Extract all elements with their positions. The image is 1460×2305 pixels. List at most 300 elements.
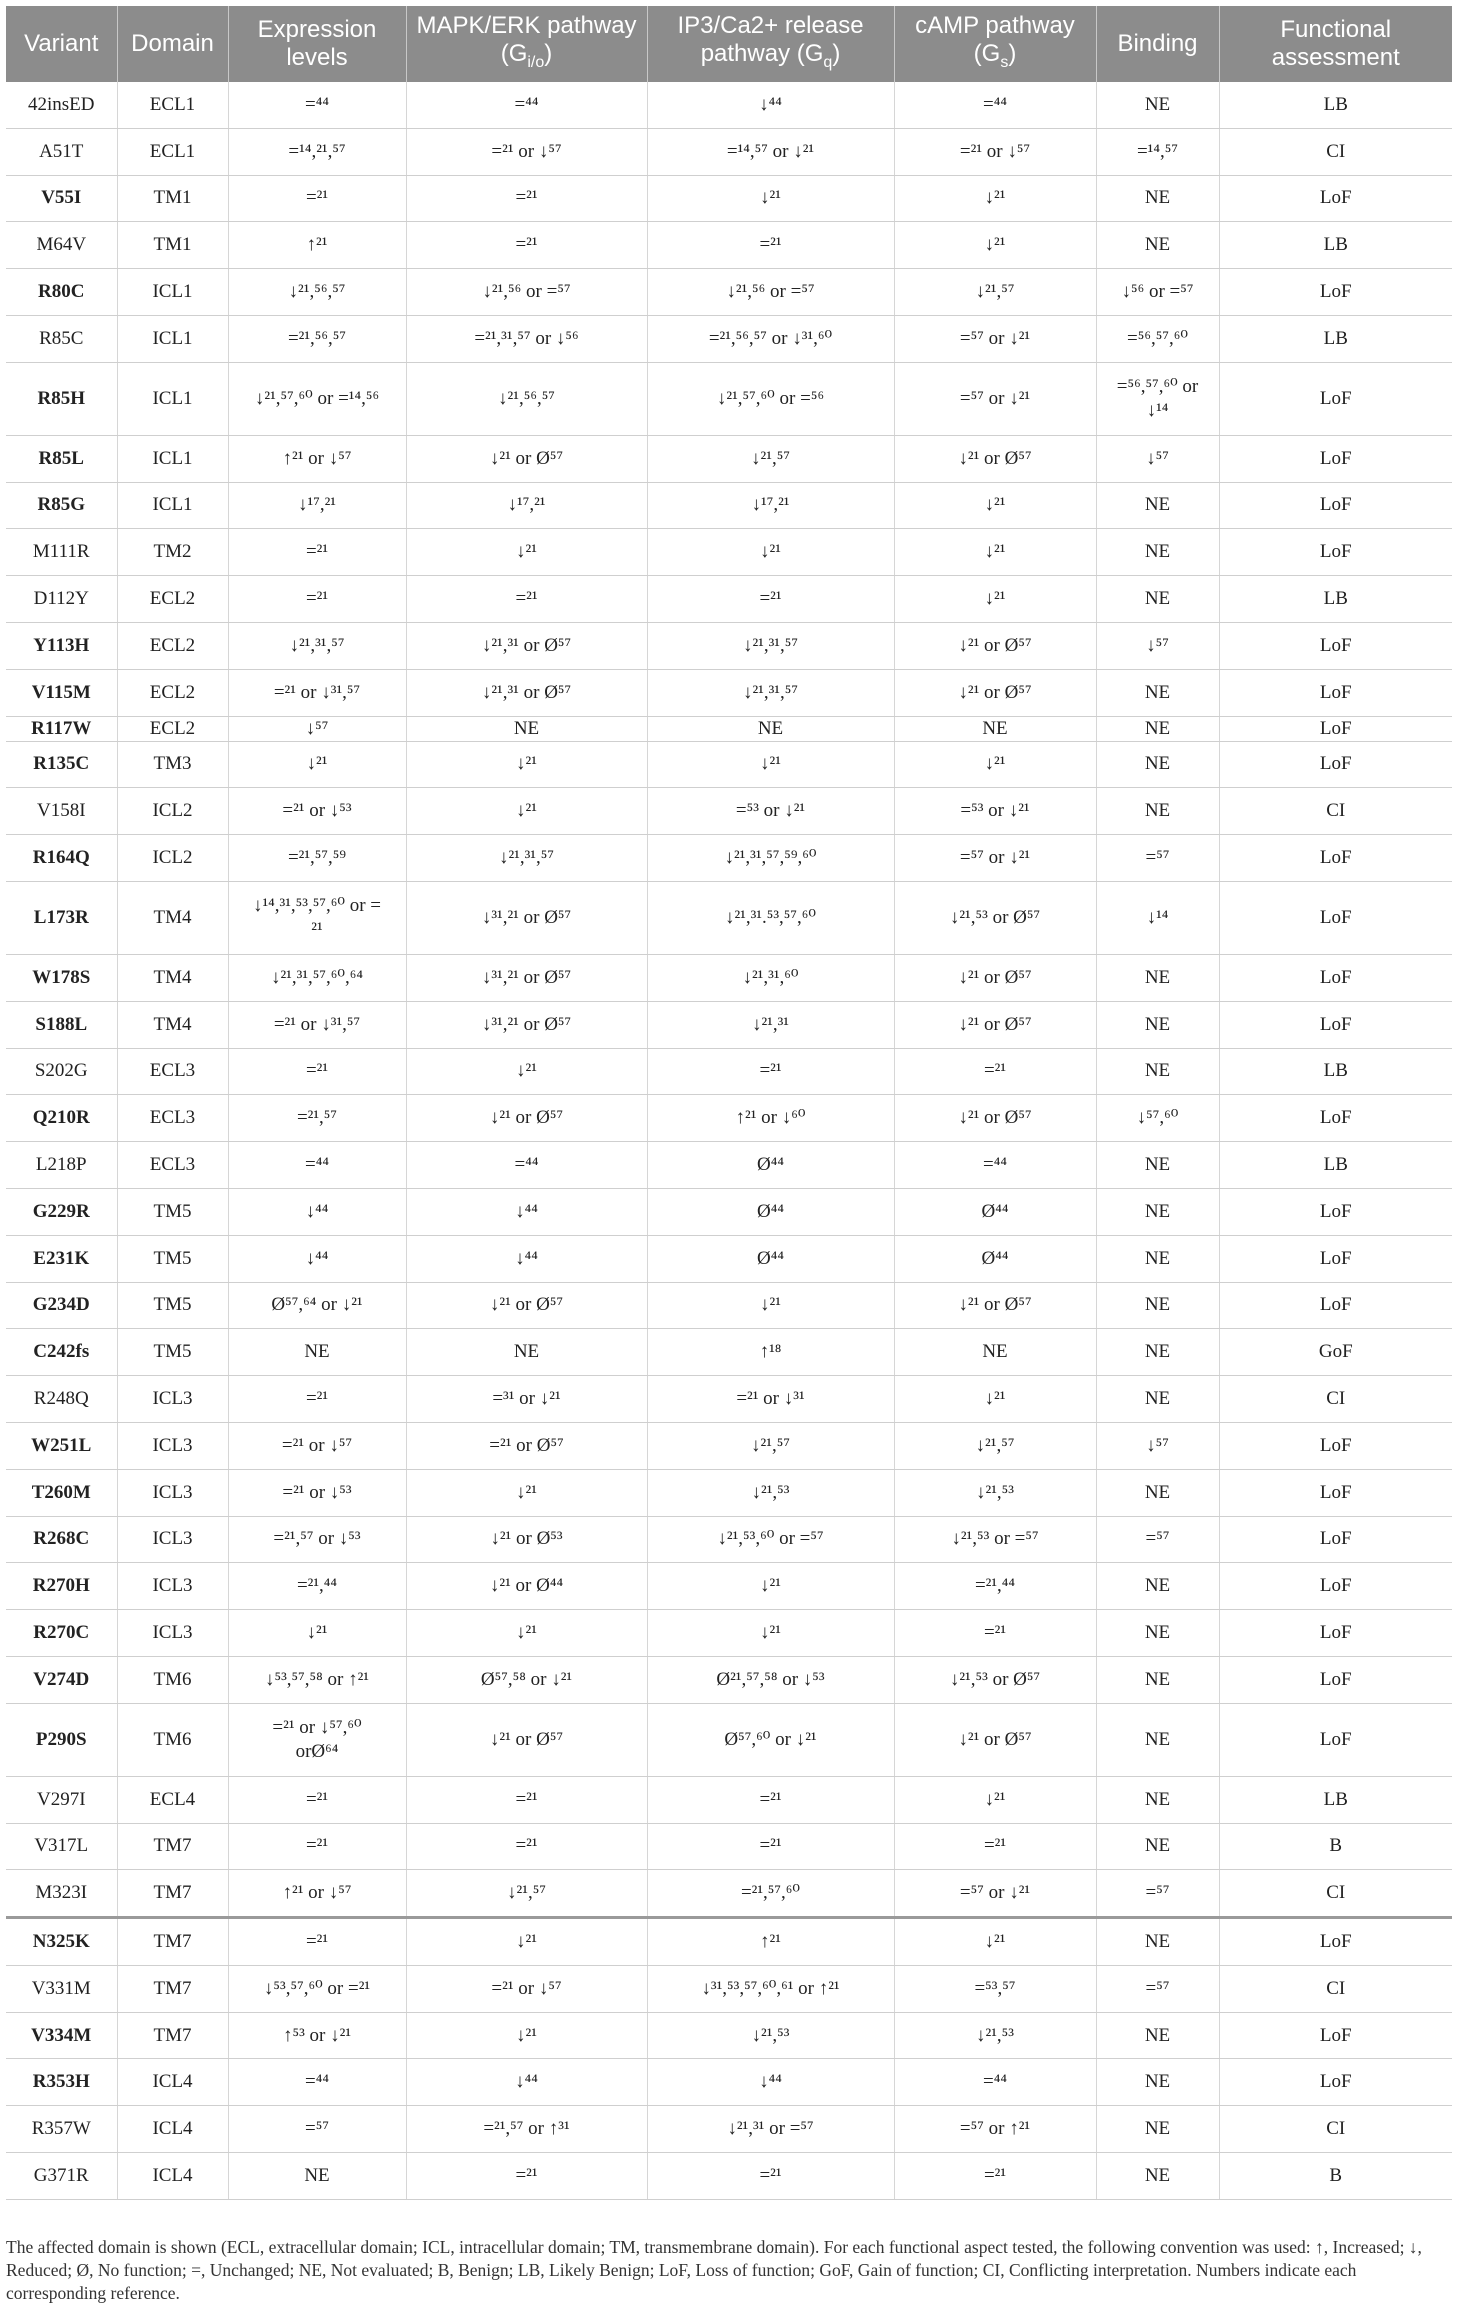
header-expression: Expression levels: [228, 6, 406, 82]
variant-cell: L218P: [6, 1142, 117, 1189]
expression-cell: ↓⁵⁷: [228, 716, 406, 741]
expression-cell: =²¹: [228, 529, 406, 576]
expression-cell: =²¹ or ↓⁵³: [228, 788, 406, 835]
variant-cell: G371R: [6, 2153, 117, 2200]
table-row: [6, 1610, 1452, 1657]
expression-cell: =²¹,⁵⁷ or ↓⁵³: [228, 1516, 406, 1563]
domain-cell: ICL4: [117, 2059, 228, 2106]
ip3-cell: ↓²¹,⁵⁷: [647, 1422, 894, 1469]
table-row: [6, 576, 1452, 623]
camp-cell: NE: [894, 716, 1096, 741]
mapk-cell: ↓²¹: [406, 1610, 647, 1657]
table-row: [6, 128, 1452, 175]
table-row: [6, 175, 1452, 222]
table-row: [6, 1282, 1452, 1329]
mapk-cell: ↓²¹: [406, 529, 647, 576]
mapk-cell: =³¹ or ↓²¹: [406, 1376, 647, 1423]
assessment-cell: LoF: [1219, 2012, 1452, 2059]
binding-cell: =⁵⁶,⁵⁷,⁶⁰: [1096, 315, 1219, 362]
variant-cell: Y113H: [6, 622, 117, 669]
camp-cell: ↓²¹,⁵³ or =⁵⁷: [894, 1516, 1096, 1563]
expression-cell: ↓²¹,³¹,⁵⁷,⁶⁰,⁶⁴: [228, 954, 406, 1001]
table-row: [6, 1563, 1452, 1610]
table-row: [6, 1918, 1452, 1966]
domain-cell: TM2: [117, 529, 228, 576]
table-row: [6, 1001, 1452, 1048]
expression-cell: =²¹: [228, 1823, 406, 1870]
ip3-cell: NE: [647, 716, 894, 741]
binding-cell: NE: [1096, 1001, 1219, 1048]
expression-cell: ↓²¹: [228, 1610, 406, 1657]
expression-cell: =²¹: [228, 1376, 406, 1423]
camp-cell: ↓²¹ or Ø⁵⁷: [894, 954, 1096, 1001]
domain-cell: TM7: [117, 2012, 228, 2059]
variant-cell: E231K: [6, 1235, 117, 1282]
mapk-cell: ↓²¹,⁵⁷: [406, 1870, 647, 1918]
binding-cell: NE: [1096, 1048, 1219, 1095]
mapk-cell: =²¹ or Ø⁵⁷: [406, 1422, 647, 1469]
camp-cell: =²¹ or ↓⁵⁷: [894, 128, 1096, 175]
assessment-cell: B: [1219, 1823, 1452, 1870]
expression-cell: ↓¹⁴,³¹,⁵³,⁵⁷,⁶⁰ or = ²¹: [228, 881, 406, 954]
expression-cell: ↓¹⁷,²¹: [228, 482, 406, 529]
mapk-cell: ↓²¹ or Ø⁵⁷: [406, 1703, 647, 1776]
variant-cell: N325K: [6, 1918, 117, 1966]
ip3-cell: ↓²¹: [647, 741, 894, 788]
binding-cell: NE: [1096, 482, 1219, 529]
ip3-cell: =²¹,⁵⁶,⁵⁷ or ↓³¹,⁶⁰: [647, 315, 894, 362]
variant-cell: V274D: [6, 1656, 117, 1703]
assessment-cell: LoF: [1219, 362, 1452, 435]
ip3-cell: ↑²¹: [647, 1918, 894, 1966]
domain-cell: TM4: [117, 1001, 228, 1048]
variant-cell: R85L: [6, 435, 117, 482]
camp-cell: ↓²¹ or Ø⁵⁷: [894, 1703, 1096, 1776]
expression-cell: =¹⁴,²¹,⁵⁷: [228, 128, 406, 175]
camp-cell: ↓²¹,⁵³ or Ø⁵⁷: [894, 1656, 1096, 1703]
binding-cell: ↓⁵⁷,⁶⁰: [1096, 1095, 1219, 1142]
table-row: [6, 1329, 1452, 1376]
ip3-cell: ↓²¹: [647, 529, 894, 576]
camp-cell: Ø⁴⁴: [894, 1235, 1096, 1282]
ip3-cell: Ø⁴⁴: [647, 1188, 894, 1235]
assessment-cell: CI: [1219, 788, 1452, 835]
mapk-cell: ↓⁴⁴: [406, 1235, 647, 1282]
table-row: [6, 1095, 1452, 1142]
assessment-cell: LoF: [1219, 741, 1452, 788]
ip3-cell: =²¹: [647, 1823, 894, 1870]
variant-cell: V115M: [6, 669, 117, 716]
ip3-cell: ↓²¹: [647, 1610, 894, 1657]
camp-cell: ↓²¹: [894, 529, 1096, 576]
binding-cell: NE: [1096, 529, 1219, 576]
assessment-cell: LoF: [1219, 1610, 1452, 1657]
mapk-cell: ↓³¹,²¹ or Ø⁵⁷: [406, 954, 647, 1001]
ip3-cell: ↓²¹,³¹,⁵⁷,⁵⁹,⁶⁰: [647, 835, 894, 882]
variant-cell: S188L: [6, 1001, 117, 1048]
domain-cell: TM4: [117, 954, 228, 1001]
table-row: [6, 222, 1452, 269]
variant-cell: V55I: [6, 175, 117, 222]
ip3-cell: ↓²¹,⁵³,⁶⁰ or =⁵⁷: [647, 1516, 894, 1563]
domain-cell: ICL1: [117, 435, 228, 482]
ip3-cell: =²¹,⁵⁷,⁶⁰: [647, 1870, 894, 1918]
variant-cell: T260M: [6, 1469, 117, 1516]
ip3-cell: ↓²¹: [647, 1282, 894, 1329]
table-row: [6, 362, 1452, 435]
variant-cell: R270C: [6, 1610, 117, 1657]
ip3-cell: =²¹: [647, 1048, 894, 1095]
variant-cell: R357W: [6, 2106, 117, 2153]
table-row: [6, 1776, 1452, 1823]
table-footnote: The affected domain is shown (ECL, extracellular domain; ICL, intracellular domain; TM, transmembrane domain). For each functional aspect tested, the following convention was used: ↑, Increased; ↓, Reduced; Ø, No function; =, Unchanged; NE, Not evaluated; B, Benign; LB, Likely Benign; LoF, Loss of function; GoF, Gain of function; CI, Conflicting interpretation. Numbers indicate each corresponding reference.: [6, 2237, 1422, 2303]
table-row: [6, 622, 1452, 669]
camp-cell: =²¹: [894, 2153, 1096, 2200]
table-row: [6, 835, 1452, 882]
mapk-cell: ↓²¹: [406, 1048, 647, 1095]
table-row: [6, 1048, 1452, 1095]
binding-cell: NE: [1096, 2012, 1219, 2059]
variant-cell: R85C: [6, 315, 117, 362]
assessment-cell: LB: [1219, 1048, 1452, 1095]
assessment-cell: CI: [1219, 1376, 1452, 1423]
expression-cell: ↓⁵³,⁵⁷,⁵⁸ or ↑²¹: [228, 1656, 406, 1703]
variant-cell: R85G: [6, 482, 117, 529]
assessment-cell: B: [1219, 2153, 1452, 2200]
header-variant: Variant: [6, 6, 117, 82]
mapk-cell: ↓²¹: [406, 2012, 647, 2059]
mapk-cell: ↓²¹,⁵⁶ or =⁵⁷: [406, 269, 647, 316]
camp-cell: ↓²¹: [894, 1376, 1096, 1423]
table-row: [6, 788, 1452, 835]
assessment-cell: LoF: [1219, 622, 1452, 669]
camp-cell: ↓²¹ or Ø⁵⁷: [894, 622, 1096, 669]
camp-cell: NE: [894, 1329, 1096, 1376]
expression-cell: =²¹ or ↓⁵³: [228, 1469, 406, 1516]
variant-cell: R164Q: [6, 835, 117, 882]
variant-cell: W251L: [6, 1422, 117, 1469]
camp-cell: ↓²¹ or Ø⁵⁷: [894, 669, 1096, 716]
expression-cell: NE: [228, 1329, 406, 1376]
assessment-cell: CI: [1219, 2106, 1452, 2153]
domain-cell: ECL4: [117, 1776, 228, 1823]
domain-cell: ECL2: [117, 716, 228, 741]
expression-cell: =⁴⁴: [228, 1142, 406, 1189]
ip3-cell: ↓²¹,³¹ or =⁵⁷: [647, 2106, 894, 2153]
ip3-cell: =²¹: [647, 222, 894, 269]
table-row: [6, 741, 1452, 788]
binding-cell: =¹⁴,⁵⁷: [1096, 128, 1219, 175]
binding-cell: NE: [1096, 741, 1219, 788]
ip3-cell: ↓²¹,³¹: [647, 1001, 894, 1048]
ip3-cell: Ø²¹,⁵⁷,⁵⁸ or ↓⁵³: [647, 1656, 894, 1703]
ip3-cell: ↓²¹,⁵⁷,⁶⁰ or =⁵⁶: [647, 362, 894, 435]
variant-cell: G234D: [6, 1282, 117, 1329]
domain-cell: TM6: [117, 1703, 228, 1776]
binding-cell: NE: [1096, 1329, 1219, 1376]
table-header-row: [6, 6, 1452, 82]
assessment-cell: LoF: [1219, 835, 1452, 882]
assessment-cell: LoF: [1219, 2059, 1452, 2106]
variant-cell: V331M: [6, 1965, 117, 2012]
domain-cell: ECL1: [117, 128, 228, 175]
mapk-cell: ↓²¹,⁵⁶,⁵⁷: [406, 362, 647, 435]
assessment-cell: LoF: [1219, 529, 1452, 576]
camp-cell: =⁴⁴: [894, 2059, 1096, 2106]
binding-cell: NE: [1096, 2153, 1219, 2200]
table-row: [6, 2012, 1452, 2059]
domain-cell: TM5: [117, 1329, 228, 1376]
expression-cell: ↓²¹,⁵⁶,⁵⁷: [228, 269, 406, 316]
variant-cell: R80C: [6, 269, 117, 316]
domain-cell: ICL1: [117, 362, 228, 435]
variant-cell: D112Y: [6, 576, 117, 623]
assessment-cell: LoF: [1219, 1095, 1452, 1142]
binding-cell: NE: [1096, 954, 1219, 1001]
table-row: [6, 2106, 1452, 2153]
header-binding: Binding: [1096, 6, 1219, 82]
camp-cell: ↓²¹: [894, 576, 1096, 623]
assessment-cell: LoF: [1219, 1422, 1452, 1469]
domain-cell: ICL1: [117, 482, 228, 529]
mapk-cell: =²¹: [406, 1776, 647, 1823]
binding-cell: NE: [1096, 576, 1219, 623]
domain-cell: ICL3: [117, 1516, 228, 1563]
mapk-cell: ↓²¹: [406, 1469, 647, 1516]
expression-cell: =²¹ or ↓³¹,⁵⁷: [228, 1001, 406, 1048]
table-row: [6, 669, 1452, 716]
domain-cell: ICL3: [117, 1422, 228, 1469]
header-domain: Domain: [117, 6, 228, 82]
ip3-cell: ↓⁴⁴: [647, 82, 894, 128]
expression-cell: ↓²¹,⁵⁷,⁶⁰ or =¹⁴,⁵⁶: [228, 362, 406, 435]
camp-cell: Ø⁴⁴: [894, 1188, 1096, 1235]
domain-cell: TM7: [117, 1918, 228, 1966]
ip3-cell: =²¹: [647, 1776, 894, 1823]
mapk-cell: ↓³¹,²¹ or Ø⁵⁷: [406, 881, 647, 954]
mapk-cell: ↓²¹,³¹ or Ø⁵⁷: [406, 622, 647, 669]
expression-cell: =²¹,⁵⁶,⁵⁷: [228, 315, 406, 362]
binding-cell: NE: [1096, 1282, 1219, 1329]
mapk-cell: =²¹,⁵⁷ or ↑³¹: [406, 2106, 647, 2153]
header-camp: cAMP pathway $(G_s)$: [894, 6, 1096, 82]
binding-cell: NE: [1096, 175, 1219, 222]
assessment-cell: LoF: [1219, 1656, 1452, 1703]
expression-cell: =²¹ or ↓⁵⁷,⁶⁰ orØ⁶⁴: [228, 1703, 406, 1776]
domain-cell: ICL3: [117, 1469, 228, 1516]
mapk-cell: =²¹: [406, 576, 647, 623]
variant-cell: Q210R: [6, 1095, 117, 1142]
expression-cell: =⁴⁴: [228, 82, 406, 128]
table-row: [6, 1656, 1452, 1703]
mapk-cell: ↓⁴⁴: [406, 1188, 647, 1235]
ip3-cell: ↓⁴⁴: [647, 2059, 894, 2106]
domain-cell: TM4: [117, 881, 228, 954]
expression-cell: NE: [228, 2153, 406, 2200]
variant-cell: R270H: [6, 1563, 117, 1610]
ip3-cell: ↓²¹,⁵³: [647, 2012, 894, 2059]
domain-cell: ICL1: [117, 315, 228, 362]
camp-cell: ↓²¹,⁵³ or Ø⁵⁷: [894, 881, 1096, 954]
variant-cell: M323I: [6, 1870, 117, 1918]
mapk-cell: =²¹: [406, 222, 647, 269]
assessment-cell: CI: [1219, 128, 1452, 175]
camp-cell: =⁵³,⁵⁷: [894, 1965, 1096, 2012]
mapk-cell: ↓²¹ or Ø⁵⁷: [406, 1095, 647, 1142]
assessment-cell: LoF: [1219, 669, 1452, 716]
mapk-cell: ↓²¹: [406, 741, 647, 788]
variant-cell: V297I: [6, 1776, 117, 1823]
ip3-cell: ↓²¹,⁵⁷: [647, 435, 894, 482]
ip3-cell: ↓²¹: [647, 175, 894, 222]
ip3-cell: ↓²¹,⁵⁶ or =⁵⁷: [647, 269, 894, 316]
camp-cell: =⁵⁷ or ↓²¹: [894, 1870, 1096, 1918]
mapk-cell: =⁴⁴: [406, 82, 647, 128]
ip3-cell: =⁵³ or ↓²¹: [647, 788, 894, 835]
table-row: [6, 482, 1452, 529]
binding-cell: =⁵⁷: [1096, 1516, 1219, 1563]
assessment-cell: LoF: [1219, 269, 1452, 316]
assessment-cell: LoF: [1219, 175, 1452, 222]
variant-cell: R85H: [6, 362, 117, 435]
header-ip3: IP3/Ca2+ release pathway $(G_q)$: [647, 6, 894, 82]
camp-cell: ↓²¹: [894, 1776, 1096, 1823]
mapk-cell: ↓⁴⁴: [406, 2059, 647, 2106]
assessment-cell: LB: [1219, 315, 1452, 362]
binding-cell: NE: [1096, 1918, 1219, 1966]
domain-cell: ICL2: [117, 835, 228, 882]
table-row: [6, 1823, 1452, 1870]
binding-cell: ↓⁵⁷: [1096, 1422, 1219, 1469]
table-row: [6, 315, 1452, 362]
camp-cell: =⁴⁴: [894, 1142, 1096, 1189]
camp-cell: ↓²¹,⁵⁷: [894, 1422, 1096, 1469]
binding-cell: NE: [1096, 1656, 1219, 1703]
ip3-cell: ↓²¹,³¹,⁵⁷: [647, 669, 894, 716]
binding-cell: NE: [1096, 1563, 1219, 1610]
expression-cell: =²¹ or ↓³¹,⁵⁷: [228, 669, 406, 716]
binding-cell: =⁵⁶,⁵⁷,⁶⁰ or ↓¹⁴: [1096, 362, 1219, 435]
binding-cell: NE: [1096, 1823, 1219, 1870]
assessment-cell: LoF: [1219, 716, 1452, 741]
camp-cell: ↓²¹: [894, 222, 1096, 269]
binding-cell: ↓⁵⁷: [1096, 435, 1219, 482]
variant-cell: R248Q: [6, 1376, 117, 1423]
domain-cell: ICL4: [117, 2153, 228, 2200]
expression-cell: =²¹ or ↓⁵⁷: [228, 1422, 406, 1469]
binding-cell: NE: [1096, 788, 1219, 835]
camp-cell: =⁵⁷ or ↑²¹: [894, 2106, 1096, 2153]
table-container: [6, 6, 1452, 2200]
assessment-cell: LoF: [1219, 1703, 1452, 1776]
binding-cell: NE: [1096, 1142, 1219, 1189]
camp-cell: ↓²¹ or Ø⁵⁷: [894, 1001, 1096, 1048]
expression-cell: =²¹: [228, 175, 406, 222]
mapk-cell: =²¹ or ↓⁵⁷: [406, 128, 647, 175]
mapk-cell: NE: [406, 716, 647, 741]
expression-cell: ↓⁴⁴: [228, 1188, 406, 1235]
ip3-cell: ↓²¹,³¹.⁵³,⁵⁷,⁶⁰: [647, 881, 894, 954]
variant-cell: S202G: [6, 1048, 117, 1095]
domain-cell: ICL2: [117, 788, 228, 835]
mapk-cell: ↓²¹,³¹ or Ø⁵⁷: [406, 669, 647, 716]
table-row: [6, 2059, 1452, 2106]
ip3-cell: ↓³¹,⁵³,⁵⁷,⁶⁰,⁶¹ or ↑²¹: [647, 1965, 894, 2012]
binding-cell: NE: [1096, 1235, 1219, 1282]
expression-cell: =²¹: [228, 1048, 406, 1095]
assessment-cell: LB: [1219, 576, 1452, 623]
table-row: [6, 1422, 1452, 1469]
domain-cell: ECL2: [117, 622, 228, 669]
table-row: [6, 2153, 1452, 2200]
variant-cell: R268C: [6, 1516, 117, 1563]
expression-cell: =⁴⁴: [228, 2059, 406, 2106]
expression-cell: =²¹: [228, 1918, 406, 1966]
ip3-cell: Ø⁴⁴: [647, 1142, 894, 1189]
header-assessment: Functional assessment: [1219, 6, 1452, 82]
table-body: [6, 82, 1452, 2199]
domain-cell: ECL2: [117, 576, 228, 623]
ip3-cell: =²¹ or ↓³¹: [647, 1376, 894, 1423]
domain-cell: ECL2: [117, 669, 228, 716]
mapk-cell: ↓¹⁷,²¹: [406, 482, 647, 529]
binding-cell: ↓⁵⁶ or =⁵⁷: [1096, 269, 1219, 316]
assessment-cell: LoF: [1219, 435, 1452, 482]
variant-cell: R135C: [6, 741, 117, 788]
binding-cell: NE: [1096, 1610, 1219, 1657]
mapk-cell: =²¹: [406, 2153, 647, 2200]
variant-cell: M64V: [6, 222, 117, 269]
camp-cell: =²¹: [894, 1048, 1096, 1095]
ip3-cell: =²¹: [647, 2153, 894, 2200]
domain-cell: TM1: [117, 175, 228, 222]
camp-cell: =⁵⁷ or ↓²¹: [894, 315, 1096, 362]
table-row: [6, 1703, 1452, 1776]
binding-cell: ↓⁵⁷: [1096, 622, 1219, 669]
table-row: [6, 1965, 1452, 2012]
mapk-cell: =²¹,³¹,⁵⁷ or ↓⁵⁶: [406, 315, 647, 362]
camp-cell: ↓²¹: [894, 175, 1096, 222]
variant-cell: V158I: [6, 788, 117, 835]
expression-cell: ↓⁴⁴: [228, 1235, 406, 1282]
mapk-cell: =²¹: [406, 1823, 647, 1870]
variant-cell: A51T: [6, 128, 117, 175]
table-row: [6, 1469, 1452, 1516]
variant-cell: R117W: [6, 716, 117, 741]
assessment-cell: LoF: [1219, 1516, 1452, 1563]
domain-cell: TM5: [117, 1188, 228, 1235]
assessment-cell: LoF: [1219, 1918, 1452, 1966]
assessment-cell: LoF: [1219, 881, 1452, 954]
table-row: [6, 269, 1452, 316]
camp-cell: =²¹,⁴⁴: [894, 1563, 1096, 1610]
binding-cell: =⁵⁷: [1096, 835, 1219, 882]
assessment-cell: LoF: [1219, 1235, 1452, 1282]
mapk-cell: =²¹ or ↓⁵⁷: [406, 1965, 647, 2012]
mapk-cell: ↓²¹: [406, 788, 647, 835]
binding-cell: NE: [1096, 1188, 1219, 1235]
mapk-cell: ↓²¹ or Ø⁴⁴: [406, 1563, 647, 1610]
table-row: [6, 954, 1452, 1001]
assessment-cell: CI: [1219, 1965, 1452, 2012]
domain-cell: ICL3: [117, 1376, 228, 1423]
expression-cell: Ø⁵⁷,⁶⁴ or ↓²¹: [228, 1282, 406, 1329]
expression-cell: ↑²¹ or ↓⁵⁷: [228, 1870, 406, 1918]
variant-cell: W178S: [6, 954, 117, 1001]
assessment-cell: LoF: [1219, 954, 1452, 1001]
variant-cell: M111R: [6, 529, 117, 576]
camp-cell: =⁵³ or ↓²¹: [894, 788, 1096, 835]
